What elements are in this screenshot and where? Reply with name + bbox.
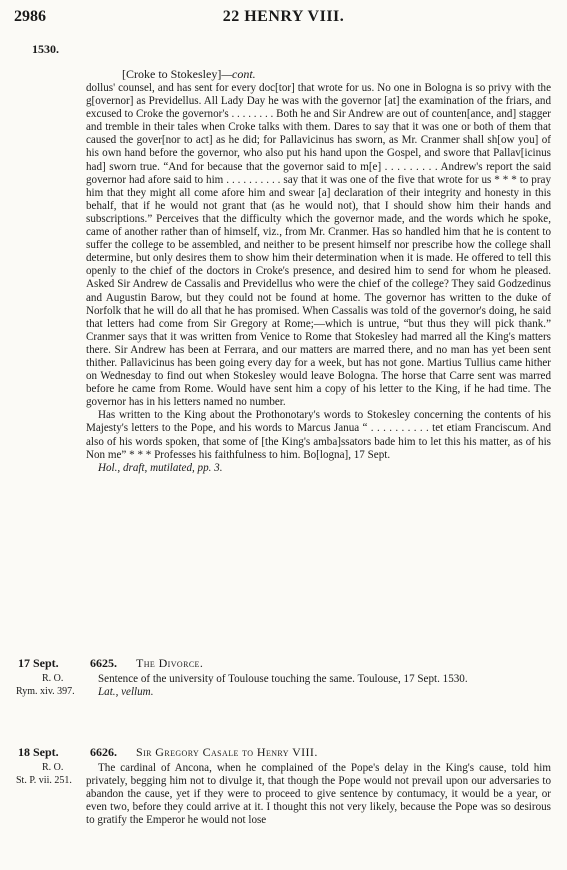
running-title: 22 HENRY VIII.: [222, 8, 345, 25]
paragraph: Has written to the King about the Prothonotary's words to Stokesley concerning the contents of his Majesty's letters to the Pope, and his words to Marcus Janua “ . . . . . . . . . . tet etiam Franciscum. And also of his words spoken, that some of [the King's amba]ssators bade him to let this his matter, as of his Non me” * * * Professes his faithfulness to him. Bo[logna], 17 Sept.: [86, 409, 551, 461]
entry-date: 18 Sept.: [18, 745, 59, 759]
source-note: Hol., draft, mutilated, pp. 3.: [98, 461, 223, 474]
entry-ref: R. O.: [42, 762, 64, 773]
entry-title: Sir Gregory Casale to Henry VIII.: [136, 745, 318, 759]
entry-body: [86, 673, 551, 699]
entry-text: The cardinal of Ancona, when he complained of the Pope's delay in the King's cause, told him privately, begging him not to divulge it, that though the Pope would not prevail upon our adversaries to abandon the cause, yet if they were to proceed to give sentence by contumacy, it would be a year, or even two, before they could arrive at it. I thought this not very likely, because the Pope was so desirous to gratify the Emperor he would not lose: [86, 762, 551, 827]
entry-date: 17 Sept.: [18, 656, 59, 670]
continued-heading-text: [Croke to Stokesley]: [122, 67, 222, 81]
continued-letter-body: [86, 82, 551, 475]
entry-note: Lat., vellum.: [98, 686, 154, 699]
continued-heading: [122, 67, 256, 82]
year-margin: 1530.: [32, 42, 59, 56]
paragraph: dollus' counsel, and has sent for every doc[tor] that wrote for us. No one in Bologna is so privy with the g[overnor] as Previdellus. All Lady Day he was with the governor [at] the examination of the friars, and excused to Croke the governor's . . . . . . . . Both he and Sir Andrew are out of counten[ance, and] stagger and tremble in their tales when Croke talks with them. Dares to say that it was one or both of them that caused the gover[nor to act] as he did; for Pallavicinus has sworn, as Mr. Cranmer shall sh[ow you] of his own hand before the governor, who also put his hand upon the Gospel, and swore that Pallav[icinus had] sworn true. “And for because that the governor said to m[e] . . . . . . . . . Andrew's report the said governor had afore said to him . . . . . . . . . . say that it was one of the five that wrote for us * * * to pray him that they might all come afore him and swear [a] declaration of their integrity and honesty in this behalf, that if he would not grant that (as he would not), that I should show him their hands and subscriptions.” Perceives that the difficulty which the governor made, and the words which he spoke, came of another rather than of himself, viz., from Mr. Cranmer. Has so handled him that he is content to suffer the college to be assembled, and neither to be present himself nor prescribe how the college shall determine, but only desires them to show him their determination when it is made. He offered to tell this openly to the chief of the doctors in Croke's presence, and desired him to send for whom he pleased. Asked Sir Andrew de Cassalis and Previdellus who were the chief of the college? They said Godzedinus and Augustin Barow, but they could not be found at home. The governor has written to the duke of Norfolk that he will do all that he has promised. When Cassalis was told of the governor's doing, he said that letters had come from Sir Gregory at Rome;—which is untrue, “but thus they will pick thank.” Cranmer says that it was written from Venice to Rome that Stokesley had marred all the King's matters there. Sir Andrew has been at Ferrara, and our matters are marred there, and no man has yet been sent thither. Pallavicinus has been going every day for a week, but has not gone. Martius Tullius came hither on Wednesday to find out when Stokesley would leave Bologna. The horse that Carre sent was marred before he came from Rome. Would have sent him a copy of his letter to the King, if he had time. The governor has in his letters named no number.: [86, 82, 551, 409]
page-number: 2986: [14, 8, 46, 25]
entry-title: The Divorce.: [136, 656, 204, 670]
entry-body: [86, 762, 551, 827]
entry-number: 6625.: [90, 656, 117, 670]
continued-heading-suffix: —cont.: [221, 67, 256, 81]
entry-ref: St. P. vii. 251.: [16, 775, 72, 786]
entry-number: 6626.: [90, 745, 117, 759]
entry-ref: R. O.: [42, 673, 64, 684]
page-header: [14, 8, 553, 30]
entry-text: Sentence of the university of Toulouse touching the same. Toulouse, 17 Sept. 1530.: [98, 673, 468, 685]
entry-ref: Rym. xiv. 397.: [16, 686, 75, 697]
